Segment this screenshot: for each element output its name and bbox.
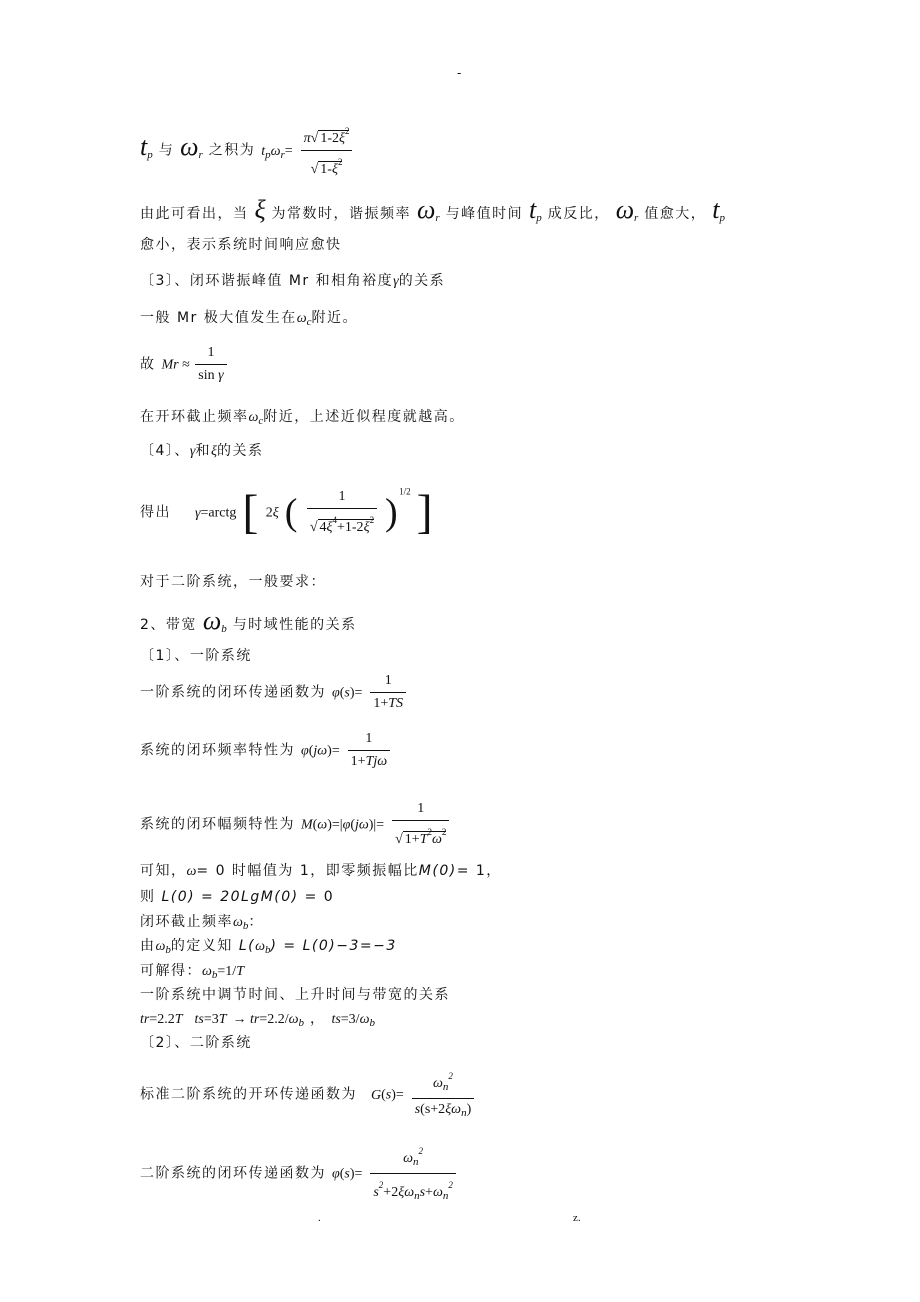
- footer-right-mark: z.: [573, 1212, 581, 1224]
- gamma-formula: 得出 γ=arctg [ 2ξ ( $\frac{1}{√ 4\xi^4+1-2\xi^2}$ )$^{1/2}$ ]: [140, 485, 435, 539]
- second-order-requirement-line: 对于二阶系统，一般要求：: [140, 574, 326, 590]
- proportion-statement-line: 由此可看出，当 ξ 为常数时，谐振频率 $\omega_r$ 与峰值时间 $t_p$ 成反比， $\omega_r$ 值愈大， $t_p$: [140, 195, 725, 224]
- bandwidth-section-heading: 2、带宽 $\omega_b$ 与时域性能的关系: [140, 606, 357, 635]
- open-loop-tf-line: 标准二阶系统的开环传递函数为 G(s)= $\frac{\omega_n^2}{s(s+2\xi\omega_n)}$: [140, 1065, 476, 1124]
- mr-approx-formula: 故 Mr ≈ $\frac{1}{\text{sin γ}}$: [140, 342, 229, 387]
- l0-line: 则 L(0) = 20LgM(0) = 0: [140, 889, 335, 905]
- second-order-heading: 〔2〕、二阶系统: [140, 1035, 252, 1051]
- section-3-heading: 〔3〕、闭环谐振峰值 Mr 和相角裕度γ的关系: [140, 273, 446, 289]
- closed-loop-tf-line: 二阶系统的闭环传递函数为 φ(s)= $\frac{\omega_n^2}{s^2+2\xi\omega_ns+\omega_n^2}$: [140, 1140, 458, 1207]
- closed-loop-freq-line: 系统的闭环频率特性为 φ(jω)= $\frac{1}{\text{1+Tjω}}$: [140, 728, 392, 773]
- tp-omega-product-line: $t_p$ 与 $\omega_r$ 之积为 $t_p\omega_r=$ $\frac{\pi√ 1-2\xi^2}{√ 1-\xi^2}$: [140, 120, 354, 181]
- tr-ts-formula-line: tr=2.2T $ts=3T \to tr=2.2/\omega_b$ ， $ts=3/\omega_b$: [140, 1011, 375, 1029]
- first-order-tf-line: 一阶系统的闭环传递函数为 φ(s)= $\frac{1}{1+TS}$: [140, 670, 408, 715]
- mr-max-line: 一般 Mr 极大值发生在$\omega_c$附近。: [140, 310, 359, 328]
- zero-freq-line: 可知，ω= 0 时幅值为 1，即零频振幅比M(0)= 1，: [140, 863, 502, 879]
- magnitude-freq-line: 系统的闭环幅频特性为 M(ω)=|φ(jω)|= $\frac{1}{√ 1+T^2\omega^2}$: [140, 798, 451, 851]
- footer-left-mark: .: [318, 1212, 321, 1224]
- approx-accuracy-line: 在开环截止频率$\omega_c$附近，上述近似程度就越高。: [140, 409, 465, 427]
- first-order-relation-line: 一阶系统中调节时间、上升时间与带宽的关系: [140, 987, 450, 1003]
- product-fraction: $\frac{\pi√ 1-2\xi^2}{√ 1-\xi^2}$: [301, 120, 353, 181]
- solve-line: 可解得：$\omega_b=1/T$: [140, 963, 244, 981]
- first-order-heading: 〔1〕、一阶系统: [140, 648, 252, 664]
- section-4-heading: 〔4〕、γ和ξ的关系: [140, 443, 264, 459]
- response-speed-line: 愈小，表示系统时间响应愈快: [140, 237, 342, 253]
- page-header-mark: -: [457, 66, 462, 80]
- cutoff-definition-line: 由$\omega_b$的定义知 $L(\omega_b) = L(0)-3=-3$: [140, 938, 397, 956]
- cutoff-freq-line: 闭环截止频率$\omega_b$：: [140, 914, 264, 932]
